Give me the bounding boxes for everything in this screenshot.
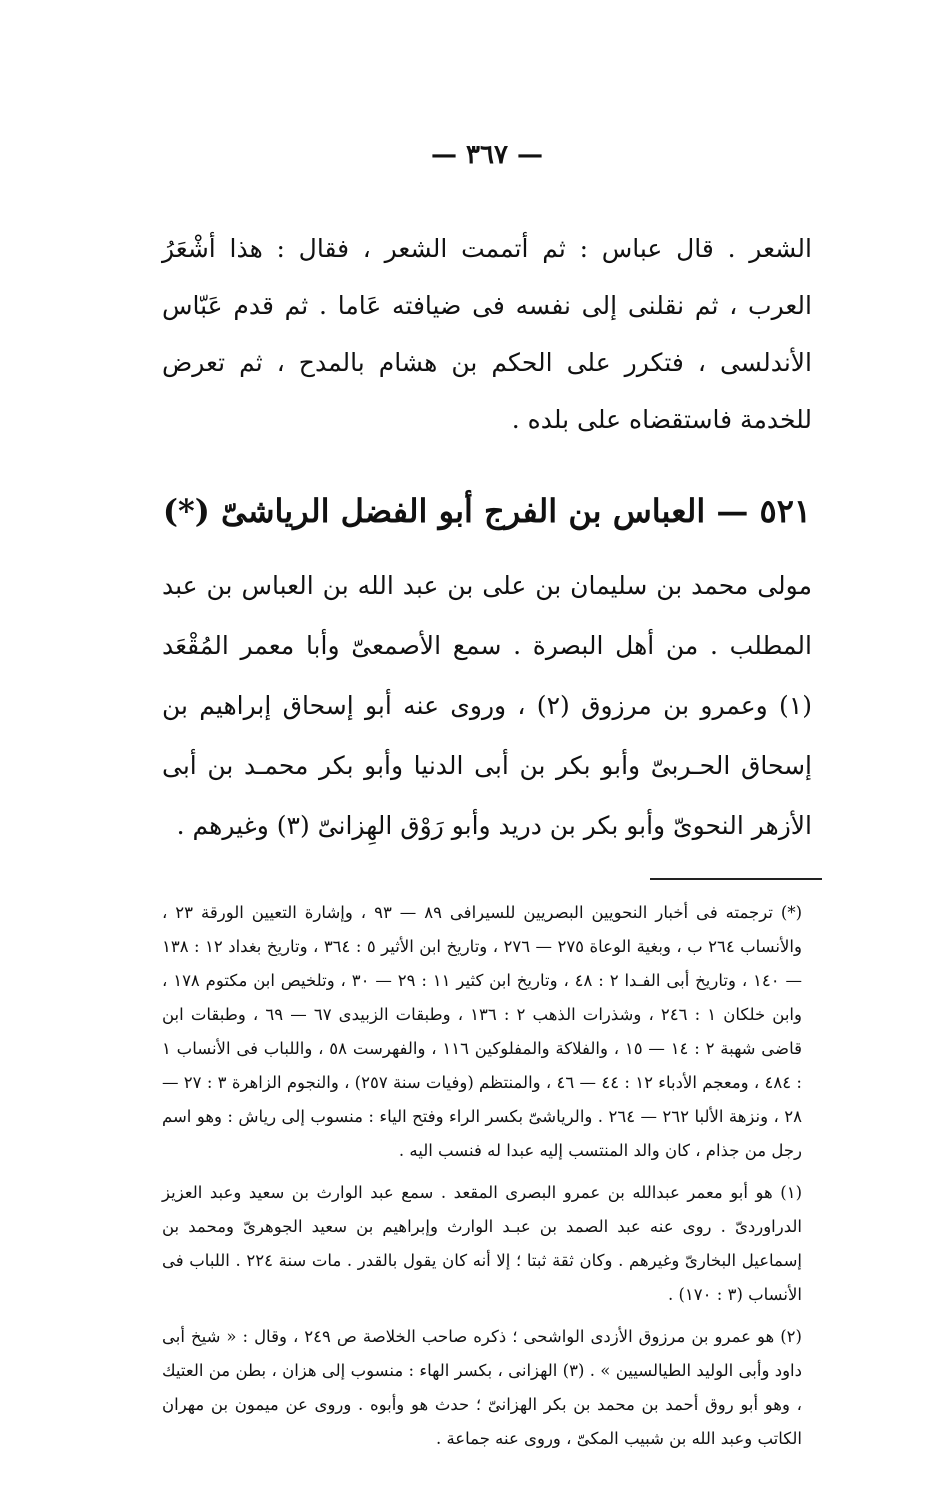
footnote-2-3: (٢) هو عمرو بن مرزوق الأزدى الواشحى ؛ ذكره صاحب الخلاصة ص ٢٤٩ ، وقال : « شيخ أبى داود وأبى الوليد الطيالسيين » . (٣) الهزانى ، بكسر الهاء : منسوب إلى هزان ، بطن من العتيك ، وهو أبو روق أحمد بن محمد بن بكر الهزانىّ ؛ حدث هو وأبوه . وروى عن ميمون بن مهران الكاتب وعبد الله بن شبيب المكىّ ، وروى عنه جماعة .	[162, 1327, 802, 1448]
footnote-1: (١) هو أبو معمر عبدالله بن عمرو البصرى المقعد . سمع عبد الوارث بن سعيد وعبد العزيز الدراوردىّ . روى عنه عبد الصمد بن عبـد الوارث وإبراهيم بن سعيد الجوهرىّ ومحمد بن إسماعيل البخارىّ وغيرهم . وكان ثقة ثبتا ؛ إلا أنه كان يقول بالقدر . مات سنة ٢٢٤ . اللباب فى الأنساب (٣ : ١٧٠) .	[162, 1183, 803, 1304]
intro-paragraph: الشعر . قال عباس : ثم أتممت الشعر ، فقال : هذا أشْعَرُ العرب ، ثم نقلنى إلى نفسه فى ضيافته عَاما . ثم قدم عَبّاس الأندلسى ، فتكرر على الحكم بن هشام بالمدح ، ثم تعرض للخدمة فاستقضاه على بلده .	[162, 234, 812, 434]
entry-heading: ٥٢١ — العباس بن الفرج أبو الفضل الرياشىّ (*)	[162, 492, 812, 530]
entry-body: مولى محمد بن سليمان بن على بن عبد الله بن العباس بن عبد المطلب . من أهل البصرة . سمع الأصمعىّ وأبا معمر المُقْعَد (١) وعمرو بن مرزوق (٢) ، وروى عنه أبو إسحاق إبراهيم بن إسحاق الحـربىّ وأبو بكر بن أبى الدنيا وأبو بكر محمـد بن أبى الأزهر النحوىّ وأبو بكر بن دريد وأبو رَوْق الهِزانىّ (٣) وغيرهم .	[162, 571, 813, 840]
intro-paragraph-block	[162, 220, 812, 448]
footnotes	[162, 896, 812, 1456]
page-number: — ٣٦٧ —	[430, 140, 544, 170]
footnote-divider	[650, 878, 822, 880]
footnote-star: (*) ترجمته فى أخبار النحويين البصريين للسيرافى ٨٩ — ٩٣ ، وإشارة التعيين الورقة ٢٣ ، والأنساب ٢٦٤ ب ، وبغية الوعاة ٢٧٥ — ٢٧٦ ، وتاريخ ابن الأثير ٥ : ٣٦٤ ، وتاريخ بغداد ١٢ : ١٣٨ — ١٤٠ ، وتاريخ أبى الفـدا ٢ : ٤٨ ، وتاريخ ابن كثير ١١ : ٢٩ — ٣٠ ، وتلخيص ابن مكتوم ١٧٨ ، وابن خلكان ١ : ٢٤٦ ، وشذرات الذهب ٢ : ١٣٦ ، وطبقات الزبيدى ٦٧ — ٦٩ ، وطبقات ابن قاضى شهبة ٢ : ١٤ — ١٥ ، والفلاكة والمفلوكين ١١٦ ، والفهرست ٥٨ ، واللباب فى الأنساب ١ : ٤٨٤ ، ومعجم الأدباء ١٢ : ٤٤ — ٤٦ ، والمنتظم (وفيات سنة ٢٥٧) ، والنجوم الزاهرة ٣ : ٢٧ — ٢٨ ، ونزهة الألبا ٢٦٢ — ٢٦٤ . والرياشىّ بكسر الراء وفتح الياء : منسوب إلى رياش : وهو اسم رجل من جذام ، كان والد المنتسب إليه عبدا له فنسب اليه .	[162, 903, 803, 1160]
